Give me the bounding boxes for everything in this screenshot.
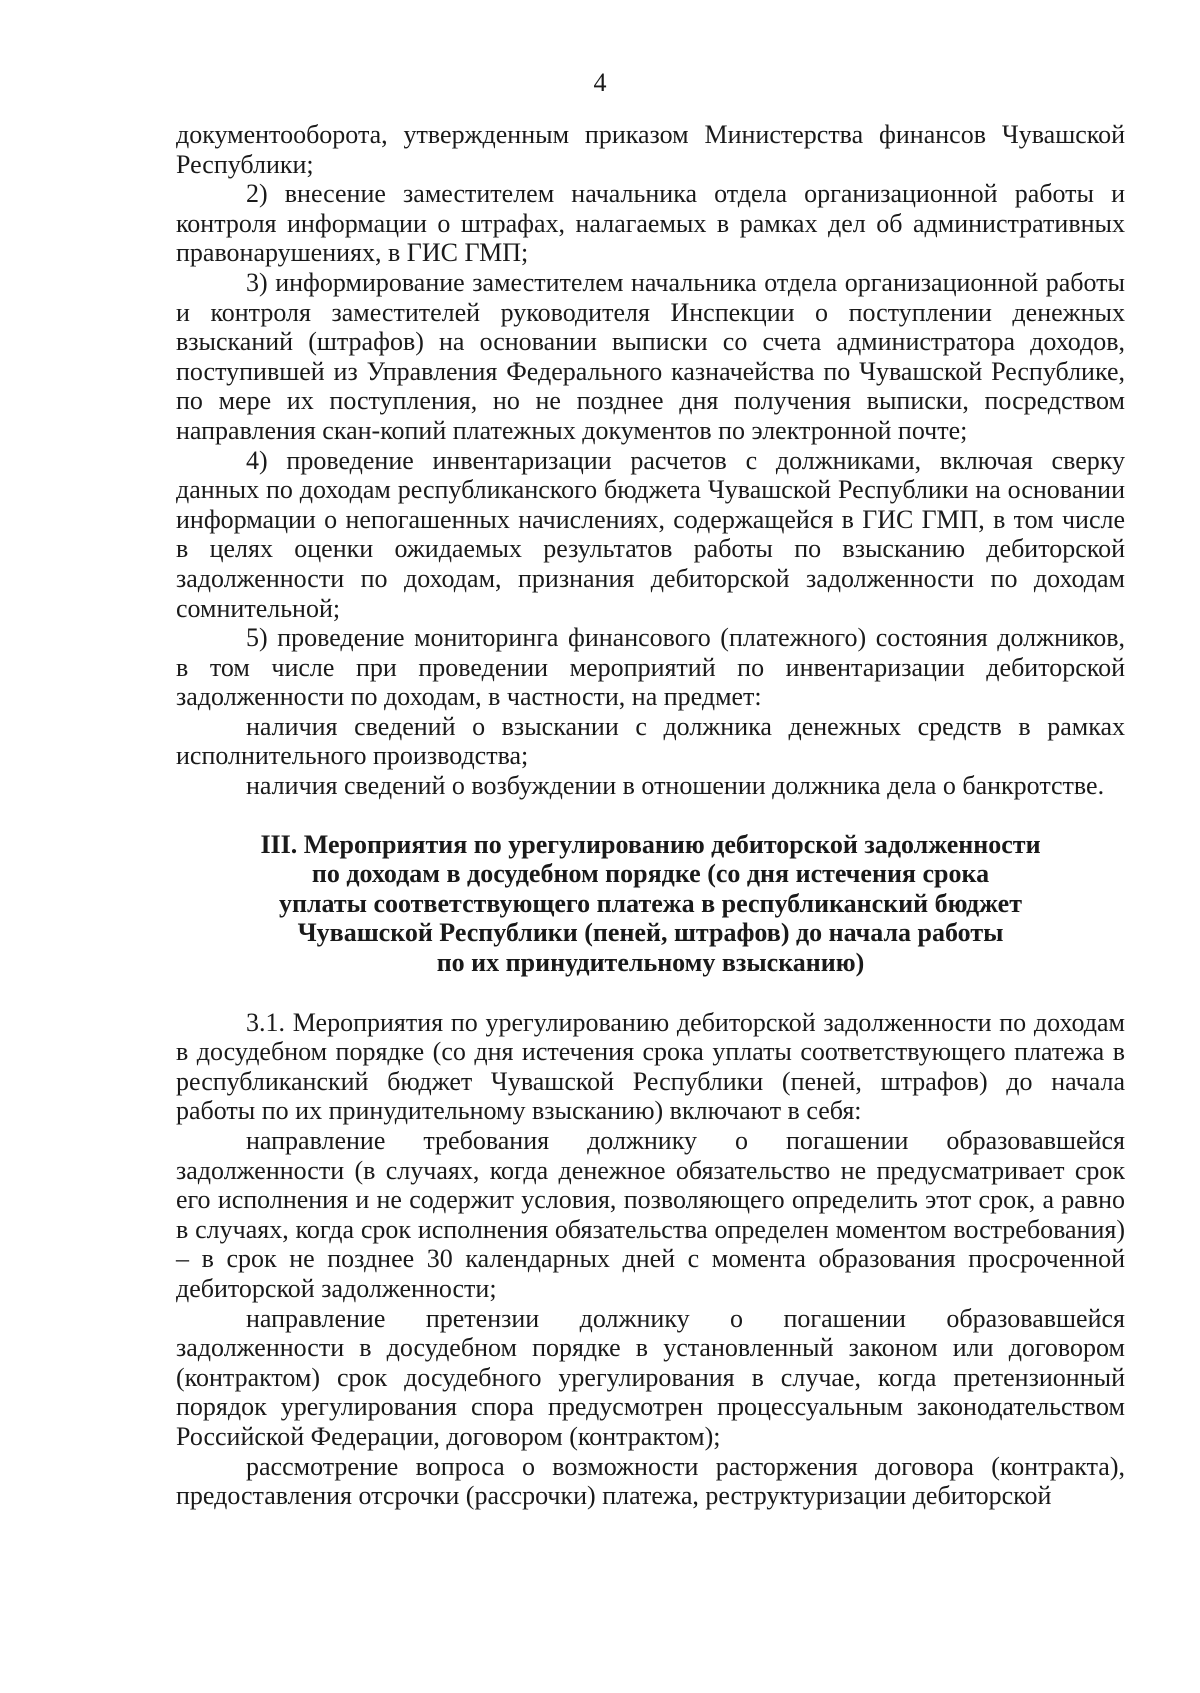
measure-demand: направление требования должнику о погашении образовавшейся задолженности (в случаях, когда денежное обязательство не предусматривает срок его исполнения и не содержит условия, позволяющего определить этот срок, а равно в случаях, когда срок исполнения обязательства определен моментом востребования) – в срок не позднее 30 календарных дней с момента образования просроченной дебиторской задолженности; xyxy=(176,1126,1125,1303)
heading-line: III. Мероприятия по урегулированию дебиторской задолженности xyxy=(260,829,1041,859)
list-item-3: 3) информирование заместителем начальника отдела организационной работы и контроля заместителей руководителя Инспекции о поступлении денежных взысканий (штрафов) на основании выписки со счета администратора доходов, поступившей из Управления Федерального казначейства по Чувашской Республике, по мере их поступления, но не позднее дня получения выписки, посредством направления скан-копий платежных документов по электронной почте; xyxy=(176,267,1125,445)
measure-claim: направление претензии должнику о погашении образовавшейся задолженности в досудебном порядке в установленный законом или договором (контрактом) срок досудебного урегулирования в случае, когда претензионный порядок урегулирования спора предусмотрен процессуальным законодательством Российской Федерации, договором (контрактом); xyxy=(176,1303,1125,1451)
document-body xyxy=(176,120,1125,1511)
section-heading xyxy=(176,830,1125,978)
heading-line: уплаты соответствующего платежа в республиканский бюджет xyxy=(278,888,1022,918)
paragraph-continuation: документооборота, утвержденным приказом Министерства финансов Чувашской Республики; xyxy=(176,120,1125,179)
list-item-4: 4) проведение инвентаризации расчетов с должниками, включая сверку данных по доходам республиканского бюджета Чувашской Республики на основании информации о непогашенных начислениях, содержащейся в ГИС ГМП, в том числе в целях оценки ожидаемых результатов работы по взысканию дебиторской задолженности по доходам, признания дебиторской задолженности по доходам сомнительной; xyxy=(176,445,1125,623)
sub-item-bankruptcy: наличия сведений о возбуждении в отношении должника дела о банкротстве. xyxy=(246,771,1105,801)
heading-line: Чувашской Республики (пеней, штрафов) до начала работы xyxy=(297,918,1004,948)
list-item-5: 5) проведение мониторинга финансового (платежного) состояния должников, в том числе при проведении мероприятий по инвентаризации дебиторской задолженности по доходам, в частности, на предмет: xyxy=(176,623,1125,712)
clause-3-1: 3.1. Мероприятия по урегулированию дебиторской задолженности по доходам в досудебном порядке (со дня истечения срока уплаты соответствующего платежа в республиканский бюджет Чувашской Республики (пеней, штрафов) до начала работы по их принудительному взысканию) включают в себя: xyxy=(176,1007,1125,1126)
list-item-2: 2) внесение заместителем начальника отдела организационной работы и контроля информации о штрафах, налагаемых в рамках дел об административных правонарушениях, в ГИС ГМП; xyxy=(176,179,1125,268)
measure-contract-review: рассмотрение вопроса о возможности расторжения договора (контракта), предоставления отсрочки (рассрочки) платежа, реструктуризации дебиторской xyxy=(176,1451,1125,1511)
heading-line: по доходам в досудебном порядке (со дня истечения срока xyxy=(311,859,990,889)
sub-item-enforcement: наличия сведений о взыскании с должника денежных средств в рамках исполнительного производства; xyxy=(176,711,1125,771)
page-number: 4 xyxy=(593,68,607,97)
heading-line: по их принудительному взысканию) xyxy=(436,948,865,978)
